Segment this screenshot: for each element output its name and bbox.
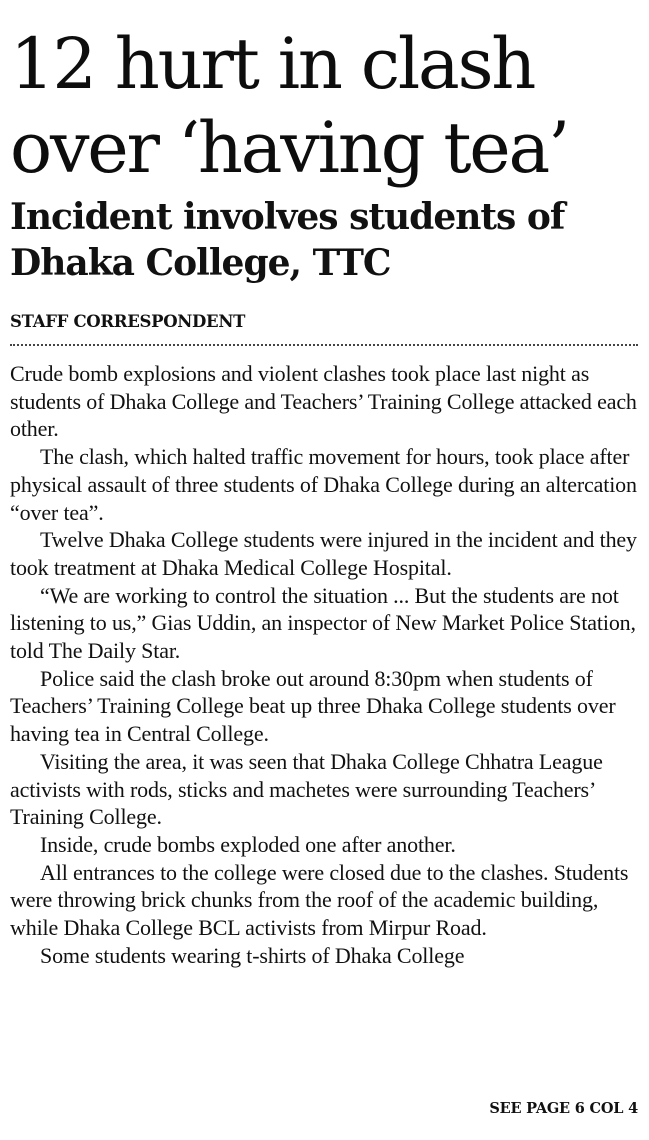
paragraph: The clash, which halted traffic movement for hours, took place after physical assault of three students of Dhaka College during an altercation “over tea”.: [10, 444, 637, 525]
subheadline: Incident involves students of Dhaka College, TTC: [10, 196, 565, 284]
news-article: [10, 0, 642, 969]
dotted-divider: [10, 344, 638, 346]
paragraph: Visiting the area, it was seen that Dhaka College Chhatra League activists with rods, sticks and machetes were surrounding Teachers’ Training College.: [10, 748, 603, 830]
paragraph: Police said the clash broke out around 8:30pm when students of Teachers’ Training College beat up three Dhaka College students over having tea in Central College.: [10, 665, 616, 747]
paragraph: “We are working to control the situation ... But the students are not listening to us,” Gias Uddin, an inspector of New Market Police Station, told The Daily Star.: [10, 582, 636, 664]
paragraph: Crude bomb explosions and violent clashes took place last night as students of Dhaka College and Teachers’ Training College attacked each other.: [10, 361, 637, 442]
continued-jump-line: SEE PAGE 6 COL 4: [489, 1100, 638, 1117]
paragraph: Some students wearing t-shirts of Dhaka College: [40, 942, 465, 968]
paragraph: Inside, crude bombs exploded one after another.: [40, 831, 456, 857]
paragraph: All entrances to the college were closed due to the clashes. Students were throwing brick chunks from the roof of the academic building, while Dhaka College BCL activists from Mirpur Road.: [10, 859, 629, 941]
headline: 12 hurt in clash over ‘having tea’: [10, 23, 569, 189]
paragraph: Twelve Dhaka College students were injured in the incident and they took treatment at Dhaka Medical College Hospital.: [10, 527, 637, 580]
article-body: [10, 360, 642, 969]
byline: STAFF CORRESPONDENT: [10, 312, 246, 331]
